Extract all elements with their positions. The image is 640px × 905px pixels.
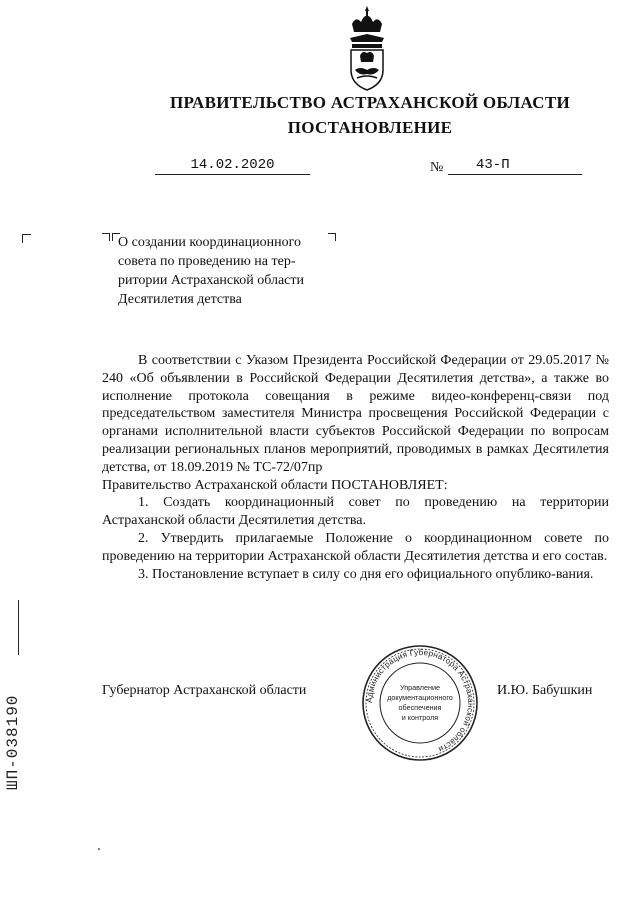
- seal-inner-line: обеспечения: [398, 703, 442, 712]
- form-serial-number: ШП-038190: [4, 694, 22, 790]
- preamble-paragraph: В соответствии с Указом Президента Российской Федерации от 29.05.2017 № 240 «Об объявлении в Российской Федерации Десятилетия детства», а также во исполнение протокола совещания в режиме видео-конференц-связи под председательством заместителя Министра просвещения Российской Федерации с органами исполнительной власти субъектов Российской Федерации по вопросам реализации региональных планов мероприятий, проводимых в рамках Десятилетия детства, от 18.09.2019 № ТС-72/07пр: [102, 353, 609, 475]
- subject-bracket-left: [102, 233, 110, 241]
- signatory-name: И.Ю. Бабушкин: [497, 683, 593, 698]
- subject-line: О создании координационного: [118, 235, 302, 250]
- subject-line: Десятилетия детства: [118, 292, 242, 307]
- document-type-title: ПОСТАНОВЛЕНИЕ: [287, 118, 453, 137]
- document-number: 43-П: [448, 157, 582, 175]
- subject-line: совета по проведению на тер-: [118, 254, 296, 269]
- seal-inner-line: и контроля: [401, 713, 439, 722]
- official-seal-stamp: [360, 643, 480, 763]
- document-date: 14.02.2020: [155, 157, 310, 175]
- resolution-item: 3. Постановление вступает в силу со дня его официального опублико-вания.: [138, 566, 594, 582]
- seal-inner-line: Управление: [400, 683, 440, 692]
- coat-of-arms-emblem: [342, 4, 392, 92]
- organization-title: ПРАВИТЕЛЬСТВО АСТРАХАНСКОЙ ОБЛАСТИ: [170, 93, 570, 112]
- seal-outer-text: Администрация Губернатора Астраханской области: [364, 647, 476, 754]
- scan-dot: [98, 848, 100, 850]
- subject-line: ритории Астраханской области: [118, 273, 305, 288]
- resolves-line: Правительство Астраханской области ПОСТАНОВЛЯЕТ:: [102, 477, 448, 493]
- margin-corner-mark: [22, 234, 31, 243]
- resolution-item: 1. Создать координационный совет по проведению на территории Астраханской области Десятилетия детства.: [102, 495, 609, 529]
- document-subject: [118, 233, 338, 309]
- seal-inner-line: документационного: [387, 693, 453, 702]
- signatory-title: Губернатор Астраханской области: [102, 683, 307, 698]
- document-body: [102, 352, 609, 583]
- margin-vertical-mark: [18, 600, 19, 655]
- resolution-item: 2. Утвердить прилагаемые Положение о координационном совете по проведению на территории Астраханской области Десятилетия детства и его состав.: [102, 530, 609, 564]
- number-sign: №: [430, 160, 444, 175]
